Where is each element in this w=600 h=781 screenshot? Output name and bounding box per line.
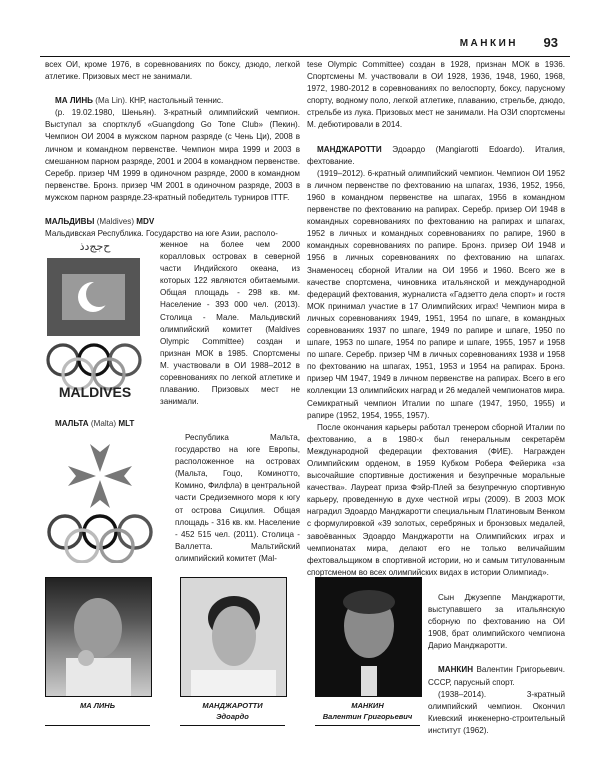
running-title: МАНКИН <box>459 38 518 49</box>
entry-details: Валентин Григорьевич. СССР, парусный спорт. <box>428 665 565 687</box>
right-bottom-column <box>428 592 565 737</box>
photo-ma-lin <box>45 577 152 697</box>
right-column <box>307 59 565 579</box>
thaana-script-icon <box>80 240 112 253</box>
caption-divider <box>180 725 285 726</box>
continued-text: tese Olympic Committee) создан в 1928, признан МОК в 1936. Спортсмены М. участвовали в ОИ 1928, 1936, 1948, 1960, 1968, 1972, 1980-2012 в соревнованиях по велоспорту, боксу, парусному спорту, водному поло, легкой атлетике, плаванию, стрельбе, дзюдо, стрельбе из лука. Призовых мест не занимали. На ОЗИ спортсмены М. дебютировали в 2014. <box>307 60 565 130</box>
entry-malta-heading <box>55 418 255 430</box>
caption-name: МА ЛИНЬ <box>79 701 116 710</box>
maldives-body-column <box>160 239 300 408</box>
entry-latin: (Maldives) <box>96 217 135 227</box>
entry-malta-body: Республика Мальта, государство на юге Европы, расположенное на островах (Мальта, Гоцо, Коминотто, Комино, Филфла) в центральной части Средиземного моря к югу от острова Сицилия. Общая площадь - 316 кв. км. Население - 452 515 чел. (2011). Столица - Валлетта. Мальтийский олимпийский комитет (Mal- <box>175 433 300 563</box>
left-column <box>45 59 300 240</box>
entry-maldives-body: женное на более чем 2000 коралловых островах в северной части Индийского океана, из которых 122 являются обитаемыми. Общая площадь - 298 кв. км. Население - 393 000 чел. (2013). Столица - Мале. Мальдивский олимпийский комитет (Maldives Olympic Committee) создан и признан МОК в 1985. Спортсмены М. участвовали в ОИ 1988–2012 в соревнованиях по легкой атлетике и плаванию. Призовых мест не занимали. <box>160 240 300 407</box>
photo-caption <box>45 700 150 711</box>
entry-name: МАНКИН <box>438 665 474 675</box>
country-code: MDV <box>136 217 155 227</box>
photo-caption <box>315 700 420 722</box>
page-number: 93 <box>543 35 558 50</box>
continued-text: всех ОИ, кроме 1976, в соревнованиях по боксу, дзюдо, легкой атлетике. Призовых мест не занимали. <box>45 60 300 82</box>
entry-name: МА ЛИНЬ <box>55 96 93 106</box>
entry-mankin-heading <box>428 664 565 688</box>
entry-country: КНР, настольный теннис. <box>129 96 224 106</box>
photo-mankin <box>315 577 422 697</box>
caption-given-name: Валентин Григорьевич <box>322 712 413 721</box>
entry-details: Эдоардо (Mangiarotti Edoardo). Италия, фехтование. <box>307 144 565 166</box>
entry-latin: (Ma Lin). <box>95 96 128 106</box>
caption-given-name: Эдоардо <box>216 712 249 721</box>
photo-mangiarotti <box>180 577 287 697</box>
entry-ma-lin-heading <box>45 95 300 107</box>
country-code: MLT <box>118 419 135 428</box>
maltese-cross-icon <box>68 444 132 508</box>
malta-body-column <box>175 432 300 565</box>
entry-mangiarotti-career: После окончания карьеры работал тренером сборной Италии по фехтованию, а в 1980-х был генеральным секретарём Международной федерации фехтования (ФИЕ). Награжден Олимпийским орденом, в 1959 Кубком Робера Фейерика «за высочайшие спортивные достижения и безупречные моральные качества». Лауреат приза Фэйр-Плей за безупречную спортивную карьеру, проведенную в духе честной игры (2009). В 2003 МОК наградил Эдоардо Манджаротти специальным Платиновым Венком с формулировкой «39 золотых, серебряных и бронзовых медалей, завоёванных Эдоардо Манджаротти на Олимпийских играх и чемпионатах мира, делают его не только величайшим фехтовальщиком в спортивной истории, но и самым титулованным спортсменом во всех олимпийских видах в истории Олимпиад». <box>307 422 565 577</box>
malta-olympic-emblem <box>45 438 155 563</box>
entry-maldives-intro: Мальдивская Республика. Государство на юге Азии, располо- <box>45 229 278 239</box>
entry-mangiarotti-family: Сын Джузеппе Манджаротти, выступавшего за итальянскую сборную по фехтованию на ОИ 1908, брат олимпийского чемпиона Дарио Манджаротти. <box>428 593 565 651</box>
svg-text:ﺡﺟﺞﺩﺫ: ﺡﺟﺞﺩﺫ <box>79 240 111 253</box>
entry-maldives-heading <box>45 216 300 228</box>
entry-mangiarotti-heading <box>307 144 565 168</box>
entry-mankin-body: (1938–2014). 3-кратный олимпийский чемпион. Окончил Киевский инженерно-строительный институт (1962). <box>428 689 565 735</box>
page-header <box>40 30 570 57</box>
caption-divider <box>45 725 150 726</box>
entry-ma-lin-body: (р. 19.02.1980, Шеньян). 3-кратный олимпийский чемпион. Выступал за спортклуб «Guangdong Go Tone Club» (Пекин). Чемпион ОИ 2004 в мужском парном разряде (с Чень Ци), 2008 в личном и командном первенстве. Чемпион мира 1999 и 2003 в смешанном парном разряде, 2001 и 2004 в командном первенстве. Серебр. призер ЧМ 1999 в одиночном разряде, 2000 в командном первенстве. Бронз. призер ЧМ 2001 в одиночном разряде, 2003 в мужском парном разряде.23-кратный победитель турниров ITTF. <box>45 108 300 202</box>
entry-name: МАЛЬДИВЫ <box>45 217 95 227</box>
entry-latin: (Malta) <box>90 419 117 428</box>
photo-caption <box>180 700 285 722</box>
caption-name: МАНДЖАРОТТИ <box>202 701 263 710</box>
maldives-olympic-emblem <box>45 236 145 406</box>
entry-name: МАНДЖАРОТТИ <box>317 144 382 154</box>
entry-name: МАЛЬТА <box>55 419 89 428</box>
maldives-logo-text: MALDIVES <box>58 384 132 400</box>
caption-name: МАНКИН <box>351 701 384 710</box>
caption-divider <box>315 725 420 726</box>
entry-mangiarotti-body: (1919–2012). 6-кратный олимпийский чемпион. Чемпион ОИ 1952 в личном первенстве по фехтованию на шпагах, 1936, 1952, 1956, 1960 в командном первенстве на шпагах, 1956 в командном первенстве по фехтованию на рапирах. Серебр. призер ОИ 1948 в командных соревнованиях по фехтованию на рапирах и шпагах, 1952 в личных и командных соревнованиях по рапире, 1960 в командных соревнованиях по рапире. Бронз. призер ОИ 1948 и 1956 в личных соревнованиях по фехтованию на шпагах. Знаменосец сборной Италии на ОИ 1956 и 1960. Всего же в качестве спортсмена, чиновника итальянской и международной федераций фехтования, журналиста «Гадзетто дела спорт» и гостя МОК принимал участие в 17 Олимпийских играх! Чемпион мира в личных соревнованиях 1949, 1951, 1954 по шпаге, в командных соревнованиях 1937 по шпаге, 1949 по рапире и шпаге, 1950 по шпаге, 1953 по шпаге, 1954 по рапире и шпаге, 1955, 1957 и 1958 по шпаге. Серебр. призер ЧМ в личных соревнованиях 1938 и 1958 по фехтованию на шпагах, 1951, 1953 и 1954 на рапирах. Бронз. призер ЧМ 1947, 1949 в личном первенстве на рапирах. Всего в его коллекции 13 олимпийских наград и 26 медалей чемпионатов мира. Семикратный чемпион Италии по шпаге (1947, 1950, 1955) и рапире (1952, 1954, 1955, 1957). <box>307 168 565 420</box>
